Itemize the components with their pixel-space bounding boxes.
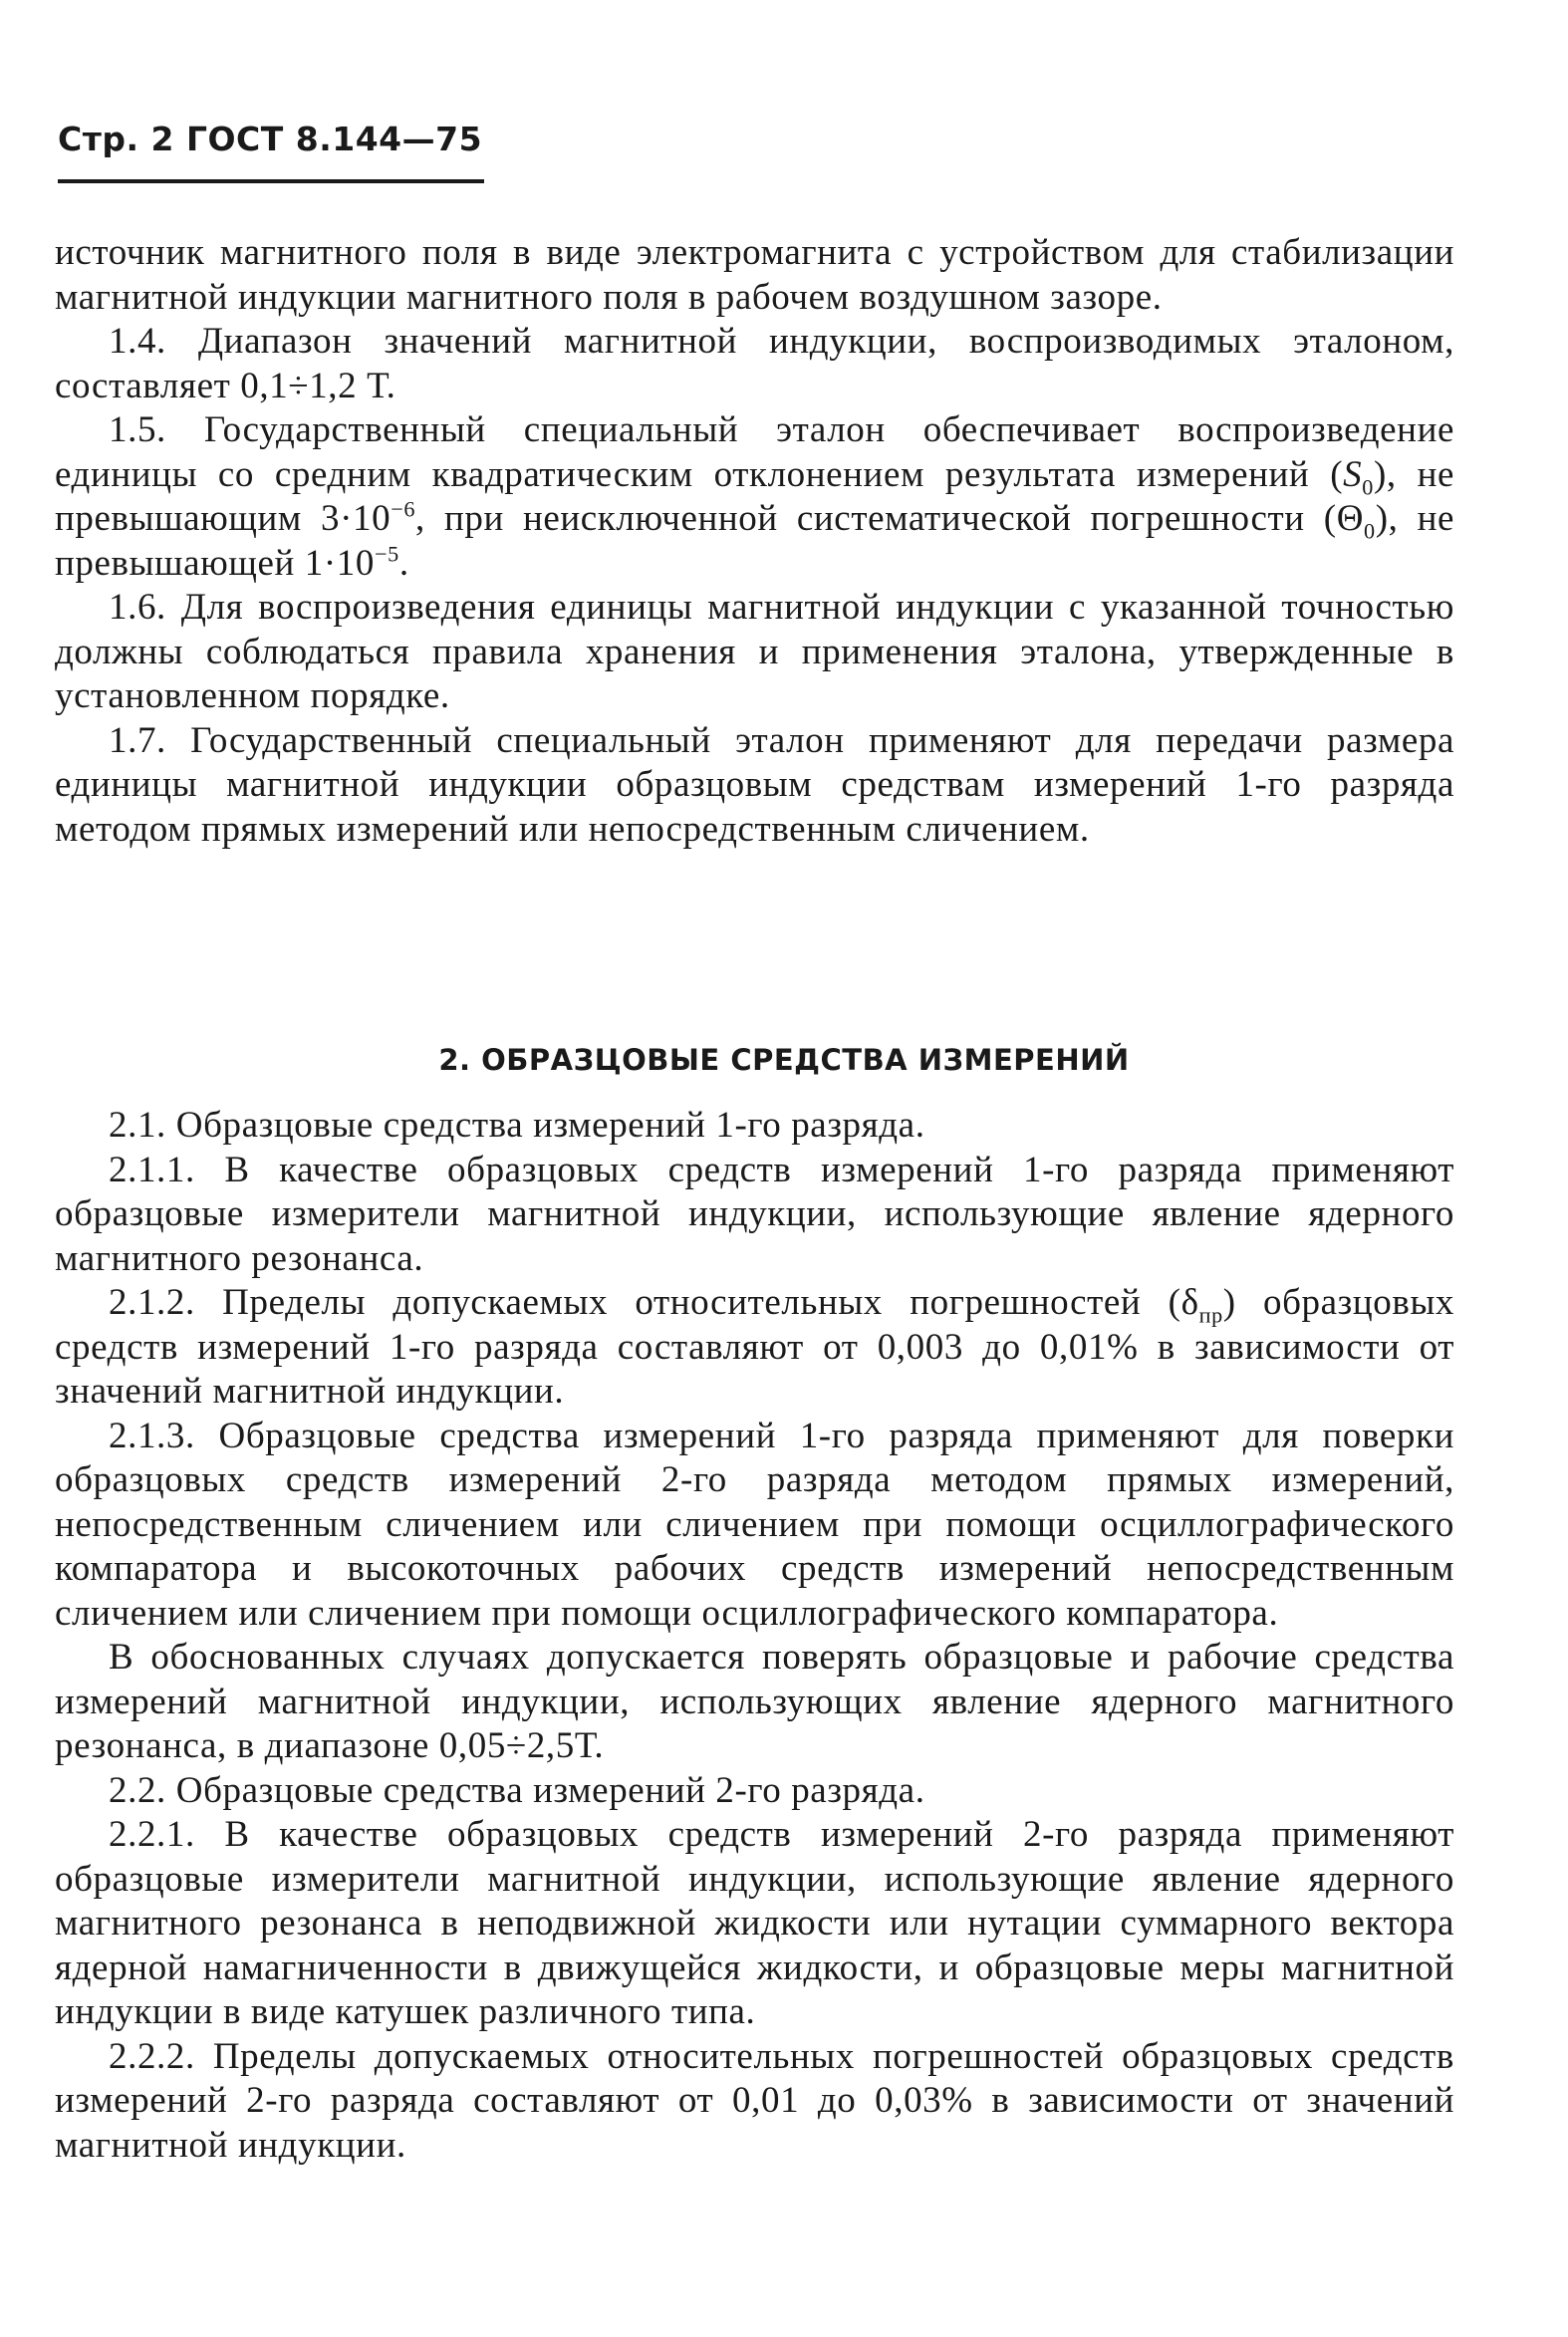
p1-5-part-b: ), не превышающим 3·10	[55, 453, 1454, 539]
p1-5-part-a: 1.5. Государственный специальный эталон обеспечивает воспроизведение единицы со средним квадратическим отклонением результата измерений (	[55, 409, 1454, 495]
symbol-s-subscript: 0	[1362, 473, 1374, 499]
section2-body	[55, 1104, 1454, 2168]
symbol-s: S	[1343, 453, 1363, 495]
p1-5-part-c: , при неисключенной систематической погрешности (Θ	[415, 498, 1365, 539]
exponent-2: −5	[375, 541, 399, 567]
p2-1-2-part-b: ) образцовых средств измерений 1-го разряда составляют от 0,003 до 0,01% в зависимости от значений магнитной индукции.	[55, 1282, 1455, 1412]
page-header: Стр. 2 ГОСТ 8.144—75	[58, 120, 483, 158]
paragraph-2-1-3-note: В обоснованных случаях допускается поверять образцовые и рабочие средства измерений магнитной индукции, использующих явление ядерного магнитного резонанса, в диапазоне 0,05÷2,5Т.	[55, 1637, 1454, 1766]
section1-body	[55, 231, 1454, 852]
p1-5-part-d: ), не превышающей 1·10	[55, 498, 1454, 584]
paragraph-1-6: 1.6. Для воспроизведения единицы магнитной индукции с указанной точностью должны соблюдаться правила хранения и применения эталона, утвержденные в установленном порядке.	[55, 587, 1454, 716]
paragraph-2-1-1: 2.1.1. В качестве образцовых средств измерений 1-го разряда применяют образцовые измерители магнитной индукции, использующие явление ядерного магнитного резонанса.	[55, 1149, 1454, 1279]
delta-subscript: пр	[1198, 1302, 1223, 1328]
paragraph-2-2-2: 2.2.2. Пределы допускаемых относительных погрешностей образцовых средств измерений 2-го разряда составляют от 0,01 до 0,03% в зависимости от значений магнитной индукции.	[55, 2035, 1454, 2166]
exponent-1: −6	[391, 496, 416, 522]
section-2-title: 2. ОБРАЗЦОВЫЕ СРЕДСТВА ИЗМЕРЕНИЙ	[438, 1043, 1130, 1077]
paragraph-1-4: 1.4. Диапазон значений магнитной индукции, воспроизводимых эталоном, составляет 0,1÷1,2 Т.	[55, 321, 1454, 406]
paragraph-1-7: 1.7. Государственный специальный эталон применяют для передачи размера единицы магнитной индукции образцовым средствам измерений 1-го разряда методом прямых измерений или непосредственным сличением.	[55, 719, 1454, 850]
header-rule	[58, 179, 484, 183]
paragraph-2-2: 2.2. Образцовые средства измерений 2-го разряда.	[109, 1769, 925, 1811]
paragraph-2-1: 2.1. Образцовые средства измерений 1-го разряда.	[109, 1105, 925, 1146]
p2-1-2-part-a: 2.1.2. Пределы допускаемых относительных погрешностей (δ	[109, 1282, 1199, 1323]
paragraph-2-1-2	[55, 1281, 1454, 1415]
paragraph-2-1-3: 2.1.3. Образцовые средства измерений 1-го разряда применяют для поверки образцовых средств измерений 2-го разряда методом прямых измерений, непосредственным сличением или сличением при помощи осциллографического компаратора и высокоточных рабочих средств измерений непосредственным сличением или сличением при помощи осциллографического компаратора.	[55, 1415, 1454, 1634]
paragraph-1-5	[55, 408, 1454, 586]
p1-5-part-e: .	[398, 542, 409, 584]
paragraph-intro: источник магнитного поля в виде электромагнита с устройством для стабилизации магнитной индукции магнитного поля в рабочем воздушном зазоре.	[55, 232, 1454, 318]
theta-subscript: 0	[1364, 518, 1376, 544]
paragraph-2-2-1: 2.2.1. В качестве образцовых средств измерений 2-го разряда применяют образцовые измерители магнитной индукции, использующие явление ядерного магнитного резонанса в неподвижной жидкости или нутации суммарного вектора ядерной намагниченности в движущейся жидкости, и образцовые меры магнитной индукции в виде катушек различного типа.	[55, 1814, 1454, 2032]
